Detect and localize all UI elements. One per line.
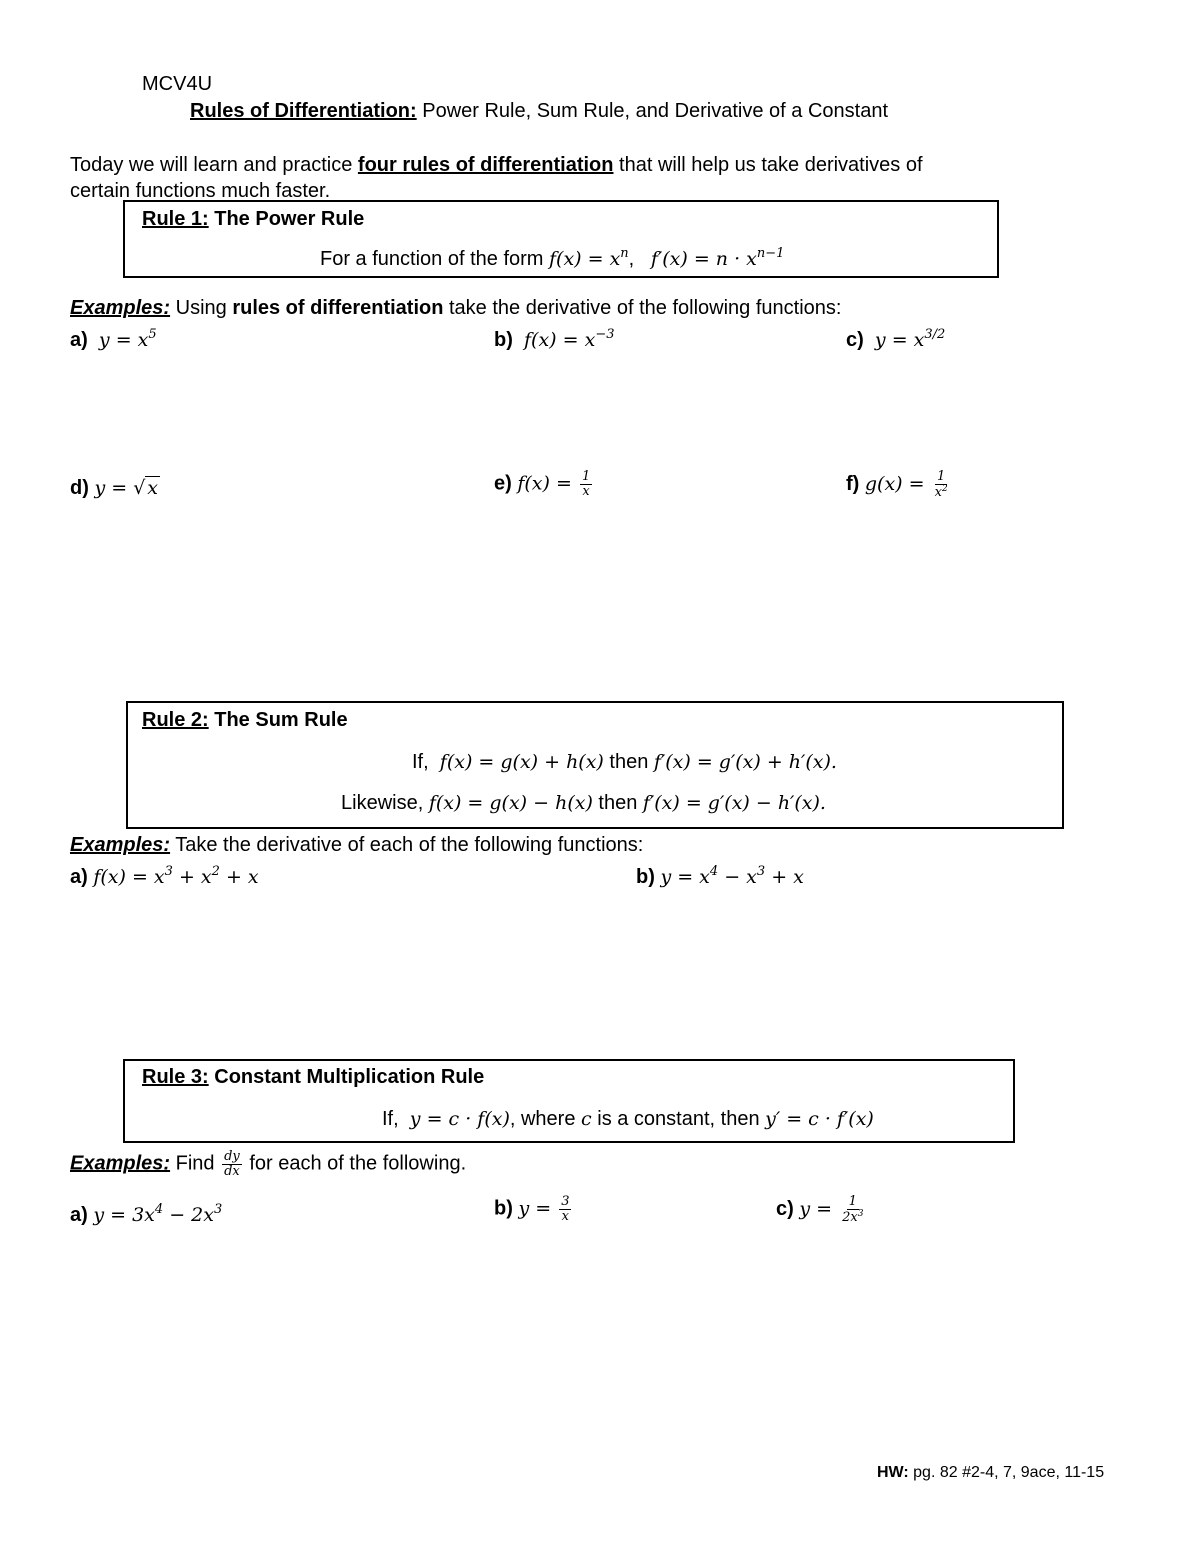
sqrt-symbol: √ x [133, 477, 159, 499]
rule1-statement: For a function of the form $f(x) = x^n$, $f'(x) = n \cdot x^{n-1}$ [320, 246, 785, 270]
rule1-formula-2: $f'(x) = n \cdot x^{n-1}$ [650, 246, 785, 270]
intro-line-2: certain functions much faster. [70, 180, 331, 202]
example1-a: a) $y = x^5$ [70, 327, 157, 351]
fraction: $\frac{3}{x}$ [561, 1194, 570, 1224]
rule3-label: Rule 3: [142, 1066, 209, 1088]
rule1-name: The Power Rule [208, 208, 365, 230]
homework-text: pg. 82 #2-4, 7, 9ace, 11-15 [908, 1464, 1105, 1481]
intro-emphasis: four rules of differentiation [357, 154, 614, 176]
example2-a: a) $f(x) = x^3 + x^2 + x$ [70, 864, 259, 888]
derivative-fraction: $\frac{dy}{dx}$ [224, 1149, 240, 1179]
title-bold: Rules of Differentiation: [190, 100, 417, 122]
page-title [190, 101, 888, 121]
rule3-name: Constant Multiplication Rule [208, 1066, 485, 1088]
example1-e: e) f(x) = $\frac{1}{x}$ [494, 469, 591, 499]
fraction: $\frac{1}{x^2}$ [934, 469, 948, 500]
homework-label: HW: [877, 1464, 909, 1481]
rule1-text: For a function of the form [320, 248, 549, 270]
example3-b: b) y = $\frac{3}{x}$ [494, 1194, 570, 1224]
rule3-heading [142, 1067, 484, 1087]
intro-text: Today we will learn and practice [70, 154, 358, 176]
title-rest: Power Rule, Sum Rule, and Derivative of a Constant [416, 100, 889, 122]
fraction: $\frac{1}{x}$ [581, 469, 591, 499]
example3-a: a) $y = 3x^4 - 2x^3$ [70, 1202, 223, 1226]
example1-c: c) $y = x^{3/2}$ [846, 327, 946, 351]
fraction: $\frac{1}{2x^3}$ [842, 1194, 864, 1225]
homework-note [877, 1465, 1104, 1481]
rule2-heading [142, 710, 348, 730]
rule2-line-2: Likewise, f(x) = g(x) − h(x) then f′(x) = g′(x) − h′(x). [341, 792, 826, 814]
examples2-label: Examples: [70, 834, 171, 856]
examples1-label: Examples: [70, 297, 171, 319]
example3-c: c) y = $\frac{1}{2x^3}$ [776, 1194, 864, 1225]
example2-b: b) $y = x^4 - x^3 + x$ [636, 864, 804, 888]
course-code: MCV4U [142, 73, 213, 95]
intro-line-1 [70, 155, 923, 175]
example1-d: d) y = √ x [70, 477, 159, 499]
example1-b: b) $f(x) = x^{-3}$ [494, 327, 615, 351]
rule1-heading [142, 209, 364, 229]
rule1-formula-1: $f(x) = x^n$ [549, 246, 629, 270]
examples1-intro: Examples: Using rules of differentiation take the derivative of the following functions: [70, 297, 842, 319]
examples3-intro: Examples: Find $\frac{dy}{dx}$ for each of the following. [70, 1149, 467, 1179]
examples2-intro: Examples: Take the derivative of each of the following functions: [70, 834, 644, 856]
rule2-label: Rule 2: [142, 709, 209, 731]
rule2-line-1: If, f(x) = g(x) + h(x) then f′(x) = g′(x) + h′(x). [412, 751, 837, 773]
example1-f: f) g(x) = $\frac{1}{x^2}$ [846, 469, 948, 500]
rule1-label: Rule 1: [142, 208, 209, 230]
examples3-label: Examples: [70, 1152, 171, 1175]
rule2-name: The Sum Rule [208, 709, 348, 731]
intro-text-2: that will help us take derivatives of [613, 154, 923, 176]
rule3-statement: If, y = c · f(x), where c is a constant, then y′ = c · f′(x) [382, 1108, 874, 1130]
